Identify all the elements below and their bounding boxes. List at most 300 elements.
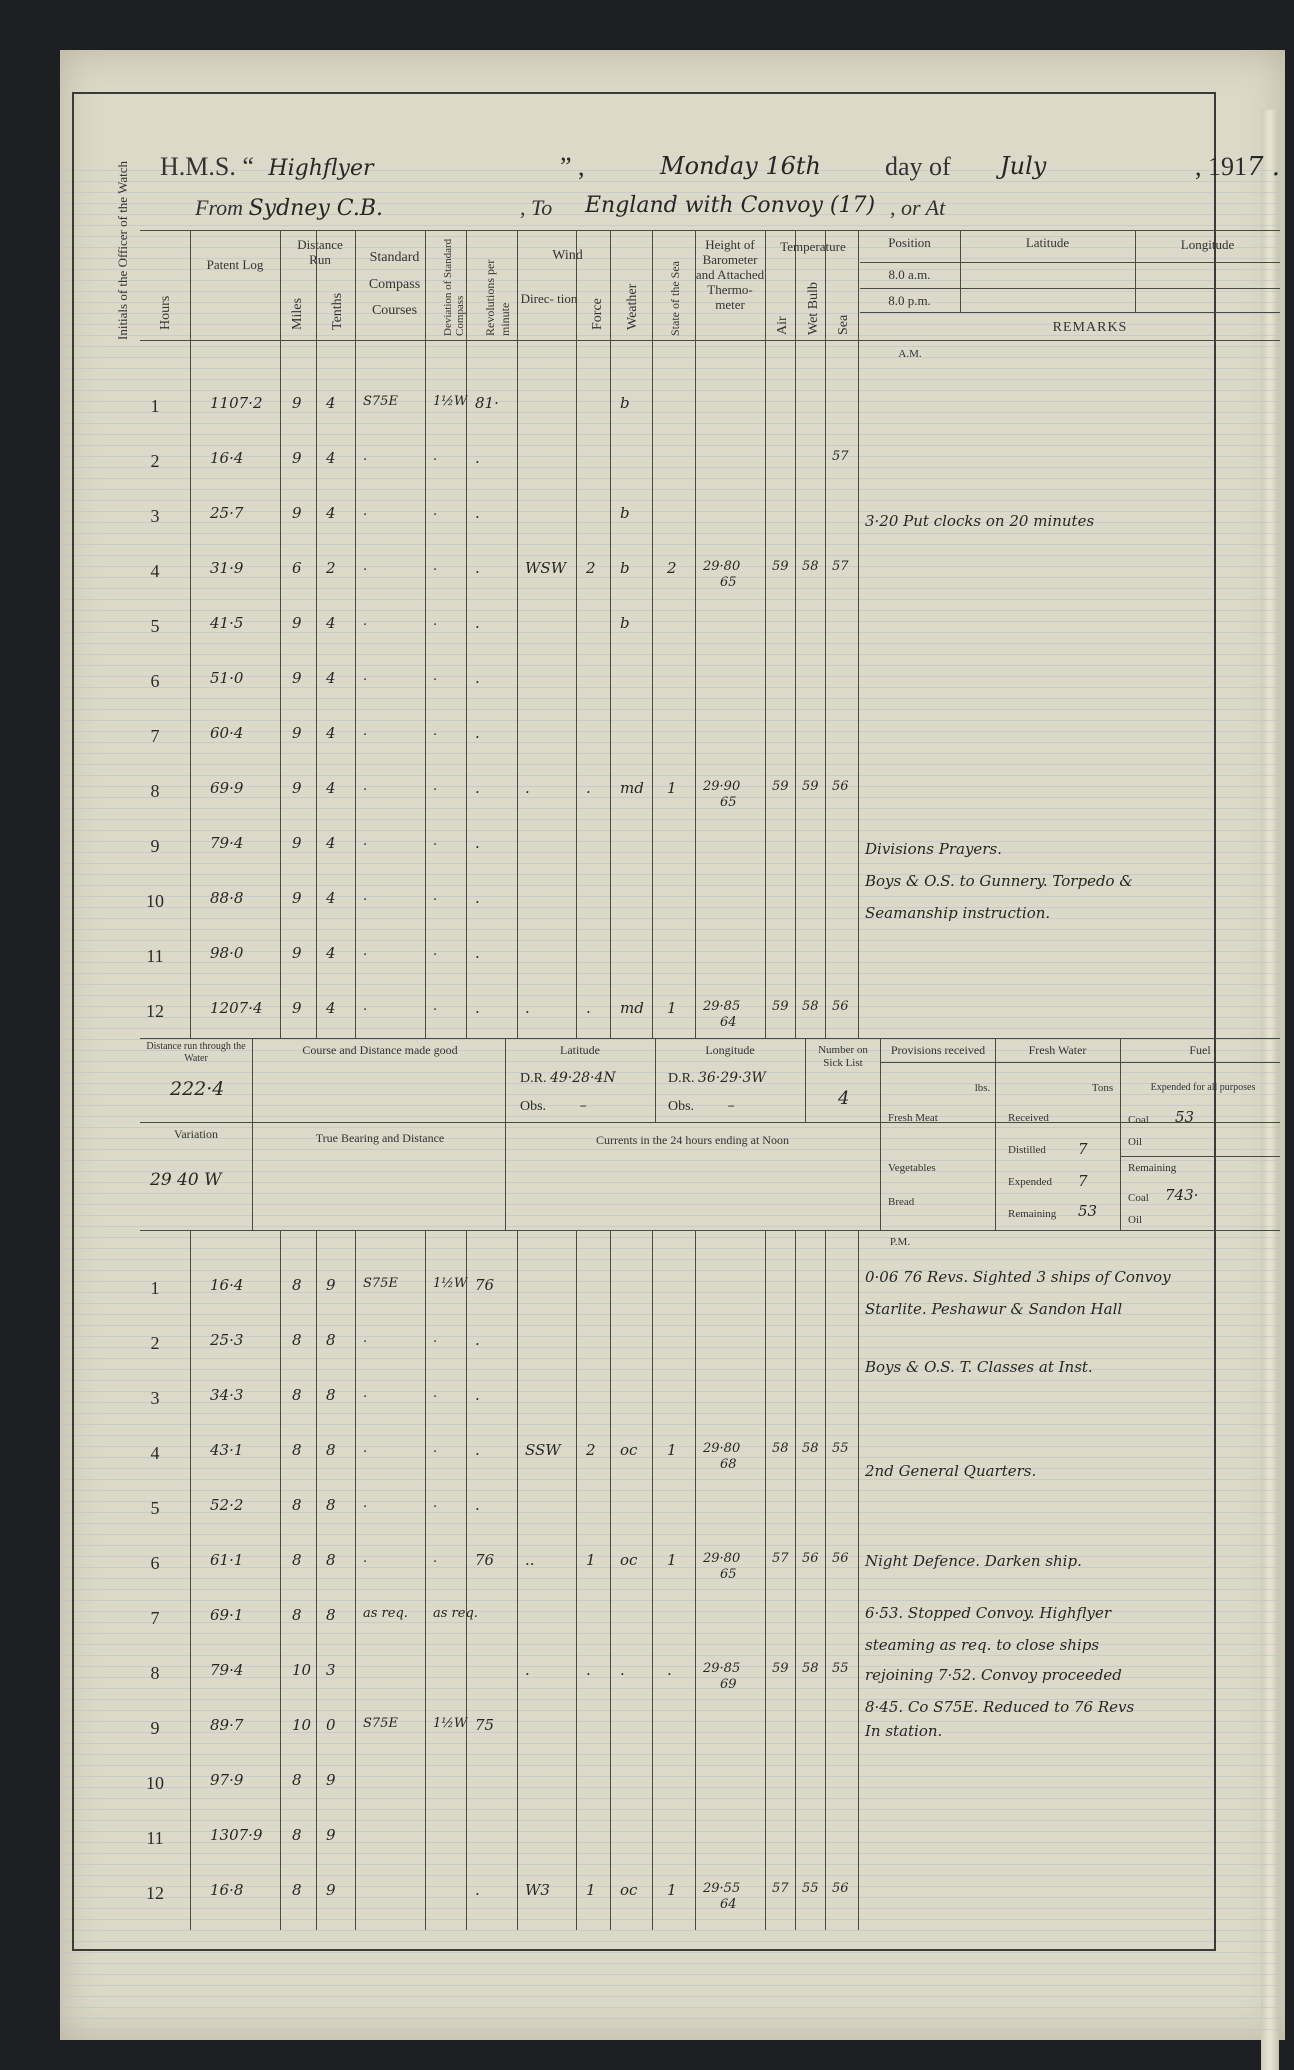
- noon-mid-line: [140, 1122, 1280, 1123]
- lbs-label: lbs.: [974, 1082, 991, 1094]
- miles-cell: 8: [292, 1881, 302, 1899]
- column-divider: [576, 1230, 577, 1930]
- miles-cell: 8: [292, 1386, 302, 1404]
- tenths-cell: 9: [326, 1881, 336, 1899]
- column-divider: [858, 1230, 859, 1930]
- rev-cell: .: [475, 614, 480, 632]
- air-cell: 59: [772, 559, 789, 574]
- lat-dr-label: D.R.: [520, 1071, 547, 1086]
- column-divider: [280, 1230, 281, 1930]
- miles-cell: 10: [292, 1661, 312, 1679]
- weather-cell: oc: [620, 1881, 638, 1899]
- weather-cell: oc: [620, 1551, 638, 1569]
- force-cell: 1: [586, 1881, 596, 1899]
- rev-cell: .: [475, 504, 480, 522]
- received-label: Received: [1008, 1112, 1049, 1124]
- miles-cell: 9: [292, 889, 302, 907]
- log-cell: 97·9: [210, 1771, 244, 1789]
- col-distance-run: Distance Run: [297, 237, 343, 267]
- col-remarks: REMARKS: [1052, 320, 1128, 335]
- col-hours: Hours: [158, 295, 173, 330]
- miles-cell: 8: [292, 1551, 302, 1569]
- force-cell: .: [586, 999, 591, 1017]
- tenths-cell: 4: [326, 999, 336, 1017]
- column-divider: [355, 1230, 356, 1930]
- from-label: From: [195, 195, 244, 220]
- dev-cell: .: [433, 1386, 438, 1401]
- log-cell: 69·9: [210, 779, 244, 797]
- rev-cell: .: [475, 944, 480, 962]
- col-deviation: Deviation of Standard Compass: [442, 238, 466, 336]
- miles-cell: 10: [292, 1716, 312, 1734]
- remark-line: Boys & O.S. to Gunnery. Torpedo &: [865, 872, 1133, 890]
- distance-run-label: Distance run through the Water: [146, 1041, 246, 1064]
- dev-cell: .: [433, 1551, 438, 1566]
- thermometer-cell: 65: [720, 575, 737, 590]
- tenths-cell: 4: [326, 614, 336, 632]
- log-cell: 31·9: [210, 559, 244, 577]
- dir-cell: W3: [525, 1881, 550, 1899]
- column-divider: [825, 230, 826, 1038]
- noon-vline-1: [252, 1038, 253, 1230]
- column-divider: [466, 230, 467, 1038]
- am-label: A.M.: [898, 348, 922, 360]
- col-sea-temp: Sea: [836, 314, 851, 335]
- col-sea-state: State of the Sea: [668, 261, 682, 336]
- col-force: Force: [590, 298, 605, 330]
- rev-cell: .: [475, 779, 480, 797]
- rev-cell: .: [475, 1386, 480, 1404]
- dir-cell: .: [525, 779, 530, 797]
- dev-cell: .: [433, 1331, 438, 1346]
- ruled-line: [60, 1996, 1285, 1997]
- hour-label: 10: [146, 1773, 164, 1793]
- hour-label: 6: [150, 671, 160, 691]
- tenths-cell: 4: [326, 724, 336, 742]
- tenths-cell: 4: [326, 669, 336, 687]
- miles-cell: 9: [292, 614, 302, 632]
- hour-label: 10: [146, 891, 164, 911]
- course-cell: .: [363, 504, 368, 519]
- col-position: Position: [888, 235, 931, 250]
- year-suffix: 7 .: [1247, 152, 1281, 182]
- tenths-cell: 4: [326, 889, 336, 907]
- seat-cell: 56: [832, 999, 849, 1014]
- remark-line: Boys & O.S. T. Classes at Inst.: [865, 1358, 1093, 1376]
- lat-dr-value: 49·28·4N: [549, 1070, 616, 1086]
- col-revolutions: Revolutions per minute: [483, 259, 512, 336]
- header-quote: ” ,: [560, 152, 585, 181]
- dir-cell: WSW: [525, 559, 567, 577]
- remark-line: In station.: [865, 1722, 943, 1740]
- oil-rem-label: Oil: [1128, 1214, 1143, 1226]
- log-cell: 34·3: [210, 1386, 244, 1404]
- hour-label: 8: [150, 781, 160, 801]
- col-latitude: Latitude: [1025, 235, 1070, 250]
- noon-vline-6: [995, 1038, 996, 1230]
- force-cell: 2: [586, 1441, 596, 1459]
- wet-cell: 58: [802, 999, 819, 1014]
- log-cell: 25·3: [210, 1331, 244, 1349]
- remaining-value: 53: [1078, 1202, 1098, 1220]
- log-cell: 1107·2: [210, 394, 263, 412]
- remark-line: 8·45. Co S75E. Reduced to 76 Revs: [865, 1698, 1135, 1716]
- thermometer-cell: 64: [720, 1897, 737, 1912]
- dir-cell: SSW: [525, 1441, 561, 1459]
- hour-label: 9: [150, 1718, 160, 1738]
- col-standard-compass: Standard Compass Courses: [368, 250, 421, 319]
- miles-cell: 9: [292, 669, 302, 687]
- rev-cell: .: [475, 1496, 480, 1514]
- log-cell: 89·7: [210, 1716, 244, 1734]
- coal-exp-label: Coal: [1128, 1114, 1149, 1126]
- ruled-line: [60, 1963, 1285, 1964]
- log-cell: 79·4: [210, 1661, 244, 1679]
- pos-line-2: [860, 288, 1280, 289]
- lon-dr-label: D.R.: [668, 1071, 695, 1086]
- hour-label: 6: [150, 1553, 160, 1573]
- coal-rem-value: 743·: [1165, 1186, 1199, 1204]
- miles-cell: 8: [292, 1496, 302, 1514]
- weather-cell: md: [620, 999, 644, 1017]
- log-cell: 60·4: [210, 724, 244, 742]
- column-divider: [652, 1230, 653, 1930]
- force-cell: .: [586, 1661, 591, 1679]
- weather-cell: b: [620, 559, 630, 577]
- year-prefix: , 191: [1195, 152, 1247, 181]
- col-direction: Direc- tion: [520, 291, 578, 306]
- dev-cell: .: [433, 614, 438, 629]
- dir-cell: .: [525, 1661, 530, 1679]
- provisions-line: [880, 1062, 1280, 1063]
- ruled-line: [60, 1974, 1285, 1975]
- lat-obs-label: Obs.: [520, 1099, 547, 1114]
- course-cell: .: [363, 779, 368, 794]
- thermometer-cell: 68: [720, 1457, 737, 1472]
- wet-cell: 59: [802, 779, 819, 794]
- tenths-cell: 9: [326, 1826, 336, 1844]
- dev-cell: .: [433, 724, 438, 739]
- miles-cell: 8: [292, 1331, 302, 1349]
- pm-label: P.M.: [889, 1236, 911, 1248]
- seat-cell: 55: [832, 1661, 849, 1676]
- variation-value: 29 40 W: [150, 1170, 222, 1190]
- rev-cell: .: [475, 834, 480, 852]
- from-line: [195, 195, 383, 221]
- lat-obs-value: –: [579, 1098, 587, 1114]
- sick-list-value: 4: [838, 1088, 850, 1109]
- col-air: Air: [775, 316, 790, 335]
- month: July: [1000, 152, 1047, 180]
- column-divider: [425, 230, 426, 1038]
- rev-cell: .: [475, 559, 480, 577]
- hour-label: 8: [150, 1663, 160, 1683]
- dev-cell: .: [433, 504, 438, 519]
- air-cell: 57: [772, 1551, 789, 1566]
- course-cell: S75E: [363, 394, 398, 409]
- force-cell: 1: [586, 1551, 596, 1569]
- col-wet-bulb: Wet Bulb: [806, 282, 821, 335]
- rev-cell: .: [475, 1331, 480, 1349]
- coal-exp-value: 53: [1175, 1108, 1195, 1126]
- dev-cell: .: [433, 779, 438, 794]
- remark-line: Divisions Prayers.: [865, 840, 1002, 858]
- tenths-cell: 4: [326, 834, 336, 852]
- tenths-cell: 8: [326, 1441, 336, 1459]
- column-divider: [190, 230, 191, 1038]
- col-pos-am: 8.0 a.m.: [888, 267, 931, 282]
- dev-cell: .: [433, 944, 438, 959]
- col-longitude: Longitude: [1180, 237, 1235, 252]
- expended-label: Expended: [1008, 1176, 1052, 1188]
- miles-cell: 8: [292, 1771, 302, 1789]
- col-barometer: Height of Barometer and Attached Thermo- meter: [695, 237, 765, 312]
- column-divider: [652, 230, 653, 1038]
- course-cell: .: [363, 999, 368, 1014]
- log-cell: 52·2: [210, 1496, 244, 1514]
- weather-cell: .: [620, 1661, 625, 1679]
- bread-label: Bread: [888, 1196, 915, 1208]
- col-patent-log: Patent Log: [206, 257, 264, 272]
- longitude-label: Longitude: [705, 1043, 755, 1057]
- column-divider: [825, 1230, 826, 1930]
- rev-cell: .: [475, 449, 480, 467]
- baro-cell: 29·90: [703, 779, 741, 794]
- noon-vline-5: [880, 1038, 881, 1230]
- hour-label: 9: [150, 836, 160, 856]
- log-cell: 1307·9: [210, 1826, 263, 1844]
- weekday-date: Monday 16th: [660, 152, 821, 180]
- miles-cell: 9: [292, 724, 302, 742]
- to-value: England with Convoy (17): [585, 193, 876, 218]
- header-top-line: [140, 230, 1280, 231]
- course-cell: .: [363, 1386, 368, 1401]
- lon-dr-value: 36·29·3W: [697, 1070, 766, 1086]
- weather-cell: oc: [620, 1441, 638, 1459]
- col-weather: Weather: [625, 283, 640, 330]
- column-divider: [795, 230, 796, 1038]
- dir-cell: ..: [525, 1551, 535, 1569]
- sea-cell: 1: [667, 1441, 677, 1459]
- seat-cell: 56: [832, 779, 849, 794]
- pos-line-1: [860, 262, 1280, 263]
- log-cell: 1207·4: [210, 999, 263, 1017]
- baro-cell: 29·80: [703, 1551, 741, 1566]
- air-cell: 57: [772, 1881, 789, 1896]
- remark-line: 6·53. Stopped Convoy. Highflyer: [865, 1604, 1112, 1622]
- tenths-cell: 4: [326, 449, 336, 467]
- seat-cell: 56: [832, 1551, 849, 1566]
- log-cell: 98·0: [210, 944, 244, 962]
- col-miles: Miles: [290, 298, 305, 330]
- miles-cell: 9: [292, 449, 302, 467]
- hour-label: 5: [150, 1498, 160, 1518]
- remaining-label: Remaining: [1008, 1208, 1057, 1220]
- fuel-label: Fuel: [1189, 1043, 1211, 1057]
- tenths-cell: 8: [326, 1606, 336, 1624]
- expended-all-label: Expended for all purposes: [1150, 1082, 1256, 1093]
- hour-label: 4: [150, 1443, 160, 1463]
- tenths-cell: 3: [326, 1661, 336, 1679]
- air-cell: 59: [772, 999, 789, 1014]
- tenths-cell: 4: [326, 944, 336, 962]
- thermometer-cell: 64: [720, 1015, 737, 1030]
- miles-cell: 9: [292, 779, 302, 797]
- ruled-line: [60, 2018, 1285, 2019]
- column-divider: [610, 230, 611, 1038]
- seat-cell: 57: [832, 559, 849, 574]
- wet-cell: 56: [802, 1551, 819, 1566]
- miles-cell: 8: [292, 1441, 302, 1459]
- hour-label: 1: [150, 1278, 160, 1298]
- to-label: , To: [520, 195, 553, 220]
- course-cell: .: [363, 614, 368, 629]
- hour-label: 2: [150, 1333, 160, 1353]
- sea-cell: 1: [667, 1881, 677, 1899]
- column-divider: [795, 1230, 796, 1930]
- baro-cell: 29·55: [703, 1881, 741, 1896]
- air-cell: 58: [772, 1441, 789, 1456]
- variation-label: Variation: [174, 1127, 218, 1141]
- remark-line: 0·06 76 Revs. Sighted 3 ships of Convoy: [865, 1268, 1171, 1286]
- lon-dr-row: [668, 1070, 766, 1087]
- dev-cell: .: [433, 1496, 438, 1511]
- remark-line: rejoining 7·52. Convoy proceeded: [865, 1666, 1122, 1684]
- wet-cell: 58: [802, 1441, 819, 1456]
- oil-exp-label: Oil: [1128, 1136, 1143, 1148]
- expended-value: 7: [1078, 1172, 1088, 1190]
- tenths-cell: 9: [326, 1276, 336, 1294]
- hour-label: 11: [146, 1828, 164, 1848]
- wet-cell: 58: [802, 1661, 819, 1676]
- day-of-label: day of: [885, 152, 951, 181]
- ship-name: Highflyer: [268, 156, 374, 181]
- col-pos-pm: 8.0 p.m.: [888, 293, 931, 308]
- remark-line: steaming as req. to close ships: [865, 1636, 1100, 1654]
- log-cell: 25·7: [210, 504, 244, 522]
- currents-label: Currents in the 24 hours ending at Noon: [596, 1133, 789, 1147]
- dev-cell: .: [433, 889, 438, 904]
- hour-label: 4: [150, 561, 160, 581]
- miles-cell: 9: [292, 504, 302, 522]
- rev-cell: .: [475, 1881, 480, 1899]
- log-cell: 16·8: [210, 1881, 244, 1899]
- column-divider: [517, 230, 518, 1038]
- air-cell: 59: [772, 779, 789, 794]
- sea-cell: 1: [667, 999, 677, 1017]
- dev-cell: 1½W: [433, 394, 468, 409]
- hour-label: 3: [150, 506, 160, 526]
- latitude-label: Latitude: [560, 1043, 600, 1057]
- log-cell: 16·4: [210, 449, 244, 467]
- course-cell: .: [363, 834, 368, 849]
- sea-cell: 1: [667, 779, 677, 797]
- thermometer-cell: 69: [720, 1677, 737, 1692]
- column-divider: [316, 1230, 317, 1930]
- seat-cell: 55: [832, 1441, 849, 1456]
- dev-cell: 1½W: [433, 1716, 468, 1731]
- rev-cell: .: [475, 1441, 480, 1459]
- remark-line: Starlite. Peshawur & Sandon Hall: [865, 1300, 1123, 1318]
- col-tenths: Tenths: [330, 292, 345, 330]
- tenths-cell: 8: [326, 1496, 336, 1514]
- force-cell: .: [586, 779, 591, 797]
- dev-cell: .: [433, 999, 438, 1014]
- true-bearing-label: True Bearing and Distance: [315, 1131, 445, 1145]
- column-divider: [765, 1230, 766, 1930]
- distilled-value: 7: [1078, 1140, 1088, 1158]
- remark-line: 3·20 Put clocks on 20 minutes: [865, 512, 1095, 530]
- ruled-line: [60, 1952, 1285, 1953]
- seat-cell: 56: [832, 1881, 849, 1896]
- column-divider: [316, 230, 317, 1038]
- hour-label: 5: [150, 616, 160, 636]
- baro-cell: 29·80: [703, 1441, 741, 1456]
- hour-label: 3: [150, 1388, 160, 1408]
- lat-obs-row: [520, 1098, 587, 1115]
- remark-line: 2nd General Quarters.: [865, 1462, 1037, 1480]
- miles-cell: 9: [292, 394, 302, 412]
- log-cell: 41·5: [210, 614, 244, 632]
- tenths-cell: 4: [326, 779, 336, 797]
- baro-cell: 29·80: [703, 559, 741, 574]
- course-cell: .: [363, 449, 368, 464]
- year: [1195, 152, 1280, 182]
- miles-cell: 6: [292, 559, 302, 577]
- miles-cell: 8: [292, 1606, 302, 1624]
- vegetables-label: Vegetables: [888, 1162, 936, 1174]
- log-cell: 51·0: [210, 669, 244, 687]
- tenths-cell: 0: [326, 1716, 336, 1734]
- log-cell: 79·4: [210, 834, 244, 852]
- rev-cell: .: [475, 889, 480, 907]
- rev-cell: 81·: [475, 394, 499, 412]
- hour-label: 12: [146, 1883, 164, 1903]
- from-value: Sydney C.B.: [248, 196, 383, 221]
- rev-cell: 76: [475, 1276, 495, 1294]
- miles-cell: 9: [292, 944, 302, 962]
- fuel-line: [1120, 1156, 1280, 1157]
- hour-label: 12: [146, 1001, 164, 1021]
- water-tons-label: Tons: [1091, 1082, 1114, 1094]
- baro-cell: 29·85: [703, 1661, 741, 1676]
- distance-run-value: 222·4: [170, 1078, 225, 1100]
- noon-bottom-line: [140, 1230, 1280, 1231]
- sea-cell: 2: [667, 559, 677, 577]
- course-cell: .: [363, 889, 368, 904]
- sick-list-label: Number on Sick List: [818, 1044, 868, 1069]
- remaining-fuel-label: Remaining: [1128, 1162, 1177, 1174]
- seat-cell: 57: [832, 449, 849, 464]
- course-cell: S75E: [363, 1276, 398, 1291]
- weather-cell: b: [620, 504, 630, 522]
- column-divider: [466, 1230, 467, 1930]
- rev-cell: .: [475, 999, 480, 1017]
- dev-cell: .: [433, 834, 438, 849]
- coal-rem-label: Coal: [1128, 1192, 1149, 1204]
- hms-label: H.M.S. “: [160, 152, 254, 181]
- column-divider: [190, 1230, 191, 1930]
- force-cell: 2: [586, 559, 596, 577]
- lat-dr-row: [520, 1070, 616, 1087]
- ruled-line: [60, 2029, 1285, 2030]
- dev-cell: 1½W: [433, 1276, 468, 1291]
- weather-cell: b: [620, 394, 630, 412]
- fresh-meat-label: Fresh Meat: [888, 1112, 938, 1124]
- col-temperature: Temperature: [780, 239, 846, 254]
- pos-line-3: [860, 312, 1280, 313]
- lon-obs-label: Obs.: [668, 1099, 695, 1114]
